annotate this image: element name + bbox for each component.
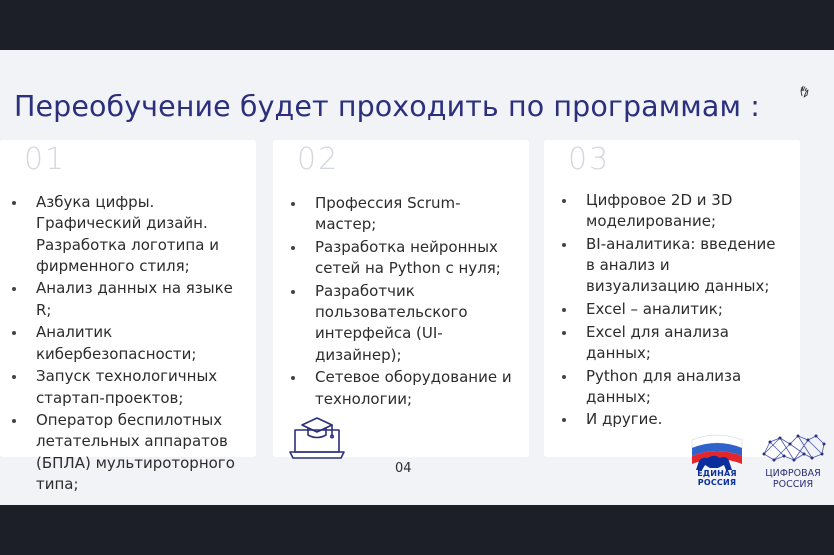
list-item: Профессия Scrum-мастер; <box>279 193 529 236</box>
hand-pointer-icon <box>797 84 811 98</box>
column-number: 03 <box>568 142 611 177</box>
program-column-3 <box>544 140 800 457</box>
bear-flag-icon <box>688 430 746 472</box>
program-column-1 <box>0 140 256 494</box>
column-number: 01 <box>24 142 67 177</box>
network-map-icon <box>752 428 834 468</box>
list-item: Запуск технологичных стартап-проектов; <box>0 366 256 409</box>
slide <box>0 50 834 505</box>
list-item: Сетевое оборудование и технологии; <box>279 367 529 410</box>
program-list <box>550 190 800 432</box>
edinaya-rossiya-logo <box>688 430 746 490</box>
page-number: 04 <box>395 461 412 476</box>
list-item: Разработчик пользовательского интерфейса (UI-дизайнер); <box>279 281 529 366</box>
program-list <box>0 192 256 497</box>
tsifrovaya-rossiya-logo <box>752 428 834 490</box>
list-item: Excel для анализа данных; <box>550 322 800 365</box>
logo-line-1: ЕДИНАЯ <box>697 469 737 478</box>
logo-line-2: РОССИЯ <box>697 478 737 487</box>
list-item: Азбука цифры. Графический дизайн. Разработка логотипа и фирменного стиля; <box>0 192 256 277</box>
logo-line-1: ЦИФРОВАЯ <box>765 468 821 479</box>
graduation-laptop-icon <box>287 408 347 468</box>
program-list <box>279 193 529 411</box>
logo-line-2: РОССИЯ <box>772 479 814 490</box>
program-column-2 <box>273 140 529 476</box>
list-item: Excel – аналитик; <box>550 299 800 320</box>
list-item: Оператор беспилотных летательных аппаратов (БПЛА) мультироторного типа; <box>0 410 256 495</box>
list-item: BI-аналитика: введение в анализ и визуализацию данных; <box>550 234 800 298</box>
list-item: Анализ данных на языке R; <box>0 278 256 321</box>
list-item: И другие. <box>550 409 800 430</box>
list-item: Разработка нейронных сетей на Python с нуля; <box>279 237 529 280</box>
slide-title: Переобучение будет проходить по программам : <box>14 90 760 123</box>
column-number: 02 <box>297 142 340 177</box>
list-item: Python для анализа данных; <box>550 366 800 409</box>
list-item: Цифровое 2D и 3D моделирование; <box>550 190 800 233</box>
list-item: Аналитик кибербезопасности; <box>0 322 256 365</box>
